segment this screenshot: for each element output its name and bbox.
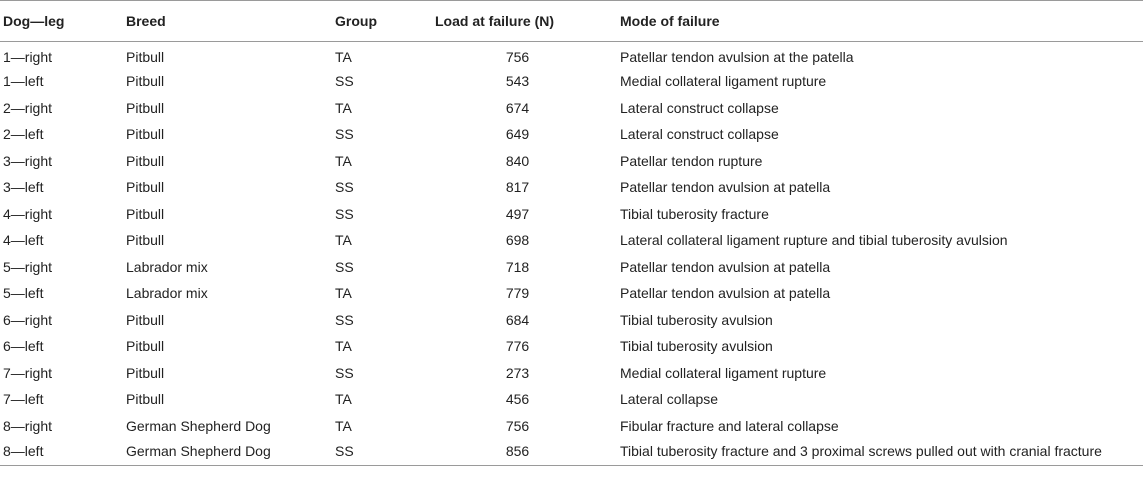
cell-mode-of-failure: Patellar tendon avulsion at patella <box>620 258 831 275</box>
cell-breed: Pitbull <box>126 232 165 249</box>
cell-dog-leg: 1—left <box>3 73 44 90</box>
table-row <box>0 201 1143 228</box>
cell-dog-leg: 3—right <box>3 152 53 169</box>
cell-mode-of-failure: Tibial tuberosity avulsion <box>620 311 773 328</box>
cell-mode-of-failure: Patellar tendon rupture <box>620 152 763 169</box>
cell-group: SS <box>335 258 354 275</box>
table-header <box>0 1 1143 42</box>
cell-load-at-failure: 817 <box>505 179 530 196</box>
cell-breed: Labrador mix <box>126 258 208 275</box>
table-row <box>0 68 1143 95</box>
cell-breed: Pitbull <box>126 364 165 381</box>
cell-dog-leg: 1—right <box>3 48 53 65</box>
cell-breed: Pitbull <box>126 391 165 408</box>
cell-breed: Pitbull <box>126 311 165 328</box>
cell-group: TA <box>335 338 352 355</box>
cell-dog-leg: 5—left <box>3 285 44 302</box>
cell-breed: Pitbull <box>126 205 165 222</box>
cell-load-at-failure: 856 <box>435 439 620 466</box>
cell-dog-leg: 3—left <box>3 179 44 196</box>
cell-load-at-failure: 456 <box>505 391 530 408</box>
cell-breed: German Shepherd Dog <box>126 439 335 466</box>
table-row <box>0 386 1143 413</box>
cell-group: SS <box>335 439 435 466</box>
header-dog-leg: Dog—leg <box>0 1 126 42</box>
cell-mode-of-failure: Tibial tuberosity fracture and 3 proximal screws pulled out with cranial fracture <box>620 439 1143 466</box>
table-row <box>0 254 1143 281</box>
table-row <box>0 174 1143 201</box>
cell-breed: Pitbull <box>126 48 165 65</box>
cell-mode-of-failure: Patellar tendon avulsion at patella <box>620 285 831 302</box>
cell-group: TA <box>335 391 352 408</box>
cell-breed: Pitbull <box>126 152 165 169</box>
cell-mode-of-failure: Lateral construct collapse <box>620 126 779 143</box>
cell-group: TA <box>335 48 352 65</box>
cell-dog-leg: 6—left <box>3 338 44 355</box>
cell-breed: Pitbull <box>126 338 165 355</box>
cell-breed: Pitbull <box>126 126 165 143</box>
cell-group: SS <box>335 205 354 222</box>
cell-load-at-failure: 273 <box>505 364 530 381</box>
cell-breed: Labrador mix <box>126 285 208 302</box>
cell-load-at-failure: 756 <box>505 48 530 65</box>
cell-dog-leg: 7—left <box>3 391 44 408</box>
cell-load-at-failure: 718 <box>505 258 530 275</box>
cell-dog-leg: 4—right <box>3 205 53 222</box>
cell-mode-of-failure: Tibial tuberosity fracture <box>620 205 769 222</box>
table-row <box>0 439 1143 466</box>
cell-load-at-failure: 649 <box>505 126 530 143</box>
cell-mode-of-failure: Patellar tendon avulsion at patella <box>620 179 831 196</box>
table-body <box>0 42 1143 466</box>
cell-load-at-failure: 779 <box>505 285 530 302</box>
header-breed: Breed <box>126 1 335 42</box>
cell-load-at-failure: 776 <box>505 338 530 355</box>
cell-load-at-failure: 698 <box>505 232 530 249</box>
cell-dog-leg: 2—right <box>3 99 53 116</box>
cell-load-at-failure: 674 <box>505 99 530 116</box>
cell-dog-leg: 5—right <box>3 258 53 275</box>
header-mode-of-failure: Mode of failure <box>620 1 1143 42</box>
cell-group: SS <box>335 73 354 90</box>
cell-breed: Pitbull <box>126 179 165 196</box>
header-group: Group <box>335 1 435 42</box>
cell-load-at-failure: 840 <box>505 152 530 169</box>
cell-mode-of-failure: Lateral collapse <box>620 391 719 408</box>
cell-mode-of-failure: Medial collateral ligament rupture <box>620 364 827 381</box>
cell-breed: Pitbull <box>126 73 165 90</box>
cell-mode-of-failure: Lateral collateral ligament rupture and tibial tuberosity avulsion <box>620 232 1008 249</box>
header-row <box>0 1 1143 42</box>
cell-dog-leg: 2—left <box>3 126 44 143</box>
cell-load-at-failure: 497 <box>505 205 530 222</box>
cell-group: SS <box>335 179 354 196</box>
cell-group: TA <box>335 285 352 302</box>
table-row <box>0 333 1143 360</box>
table-row <box>0 42 1143 69</box>
cell-mode-of-failure: Medial collateral ligament rupture <box>620 73 827 90</box>
cell-mode-of-failure: Lateral construct collapse <box>620 99 779 116</box>
cell-mode-of-failure: Tibial tuberosity avulsion <box>620 338 773 355</box>
cell-dog-leg: 8—right <box>3 417 53 434</box>
cell-load-at-failure: 684 <box>505 311 530 328</box>
cell-mode-of-failure: Fibular fracture and lateral collapse <box>620 417 839 434</box>
cell-group: TA <box>335 152 352 169</box>
table-row <box>0 121 1143 148</box>
cell-group: SS <box>335 311 354 328</box>
cell-breed: German Shepherd Dog <box>126 417 271 434</box>
cell-load-at-failure: 756 <box>505 417 530 434</box>
cell-group: TA <box>335 232 352 249</box>
table-row <box>0 95 1143 122</box>
cell-dog-leg: 7—right <box>3 364 53 381</box>
cell-group: TA <box>335 417 352 434</box>
cell-group: SS <box>335 126 354 143</box>
table-row <box>0 148 1143 175</box>
cell-mode-of-failure: Patellar tendon avulsion at the patella <box>620 48 854 65</box>
cell-dog-leg: 4—left <box>3 232 44 249</box>
table-row <box>0 227 1143 254</box>
table-row <box>0 360 1143 387</box>
table-row <box>0 280 1143 307</box>
header-load-at-failure: Load at failure (N) <box>435 1 620 42</box>
cell-load-at-failure: 543 <box>505 73 530 90</box>
cell-dog-leg: 8—left <box>0 439 126 466</box>
cell-group: SS <box>335 364 354 381</box>
table-row <box>0 413 1143 440</box>
cell-group: TA <box>335 99 352 116</box>
table-row <box>0 307 1143 334</box>
cell-breed: Pitbull <box>126 99 165 116</box>
cell-dog-leg: 6—right <box>3 311 53 328</box>
